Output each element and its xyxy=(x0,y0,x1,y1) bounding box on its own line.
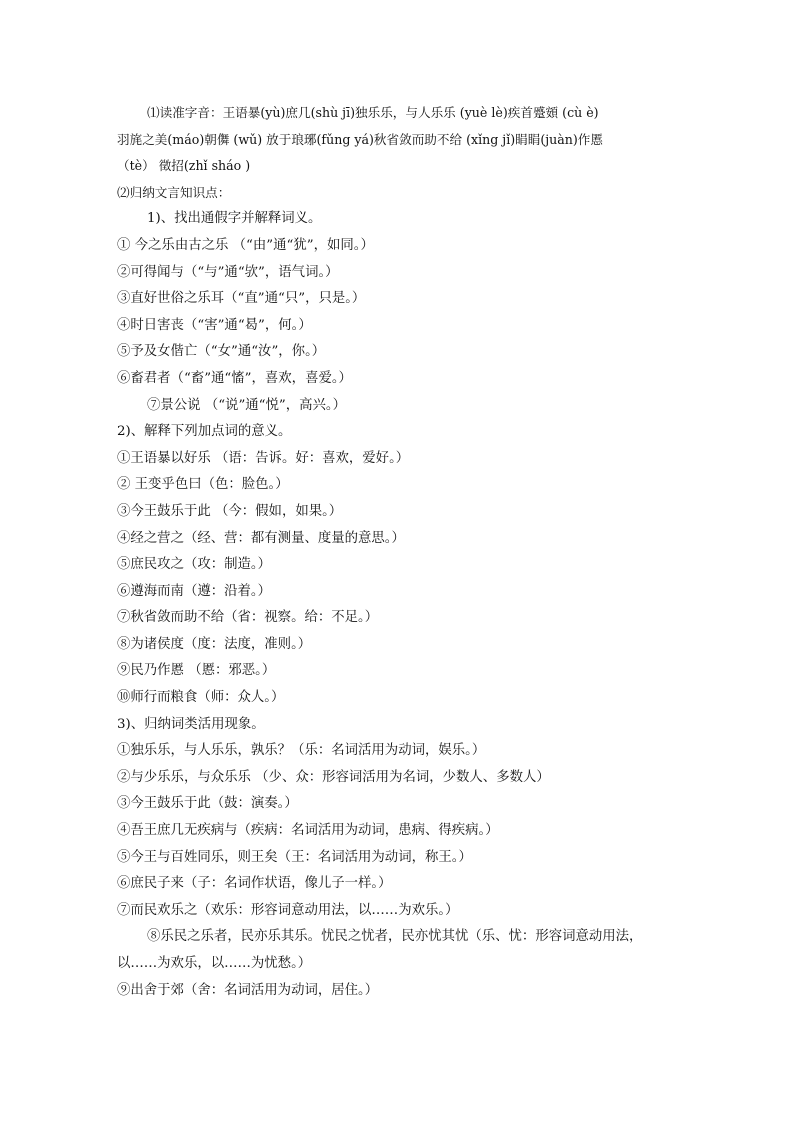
part-2-item-10: ⑩师行而粮食（师：众人。） xyxy=(117,690,285,706)
pronunciation-line-1: ⑴读准字音：王语暴(yù)庶几(shù jī)独乐乐，与人乐乐 (yuè lè)疾首蹙頞 (cù è) xyxy=(147,105,599,120)
part-3-item-7: ⑦而民欢乐之（欢乐：形容词意动用法，以……为欢乐。） xyxy=(117,902,459,918)
part-3-item-8-line-2: 以……为欢乐，以……为忧愁。） xyxy=(117,956,312,971)
part-2-item-1: ①王语暴以好乐 （语：告诉。好：喜欢，爱好。） xyxy=(117,450,410,466)
part-2-item-8: ⑧为诸侯度（度：法度，准则。） xyxy=(117,636,312,652)
part-1-item-4: ④时日害丧（“害”通“曷”，何。） xyxy=(117,317,312,333)
part-1-item-5: ⑤予及女偕亡（“女”通“汝”，你。） xyxy=(117,344,326,360)
part-2-title: 2)、解释下列加点词的意义。 xyxy=(117,424,292,440)
part-3-item-9: ⑨出舍于郊（舍：名词活用为动词，居住。） xyxy=(117,982,379,998)
part-3-item-5: ⑤今王与百姓同乐，则王矣（王：名词活用为动词，称王。） xyxy=(117,849,472,865)
part-3-item-3: ③今王鼓乐于此（鼓：演奏。） xyxy=(117,796,298,812)
part-2-item-7: ⑦秋省敛而助不给（省：视察。给：不足。） xyxy=(117,610,379,626)
part-2-item-3: ③今王鼓乐于此 （今：假如，如果。） xyxy=(117,503,343,519)
pronunciation-line-3: （tè） 徵招(zhǐ sháo ) xyxy=(117,158,251,174)
part-1-item-1: ① 今之乐由古之乐 （“由”通“犹”，如同。） xyxy=(117,237,374,253)
part-1-item-3: ③直好世俗之乐耳（“直”通“只”，只是。） xyxy=(117,291,366,307)
part-1-item-2: ②可得闻与（“与”通“欤”，语气词。） xyxy=(117,264,339,280)
part-2-item-9: ⑨民乃作慝 （慝：邪恶。） xyxy=(117,663,276,679)
pronunciation-line-2: 羽旄之美(máo)朝儛 (wǔ) 放于琅琊(fǔng yá)秋省敛而助不给 (xǐng jǐ)睊睊(juàn)作慝 xyxy=(117,131,603,147)
part-3-item-8-line-1: ⑧乐民之乐者，民亦乐其乐。忧民之忧者，民亦忧其忧（乐、忧：形容词意动用法， xyxy=(147,929,643,945)
part-1-title: 1)、找出通假字并解释词义。 xyxy=(147,211,322,227)
part-2-item-6: ⑥遵海而南（遵：沿着。） xyxy=(117,583,271,599)
section-2-title: ⑵归纳文言知识点： xyxy=(117,184,231,200)
part-2-item-2: ② 王变乎色曰（色：脸色。） xyxy=(117,477,289,493)
part-3-title: 3)、归纳词类活用现象。 xyxy=(117,716,265,732)
part-2-item-5: ⑤庶民攻之（攻：制造。） xyxy=(117,557,271,573)
part-1-item-6: ⑥畜君者（“畜”通“慉”，喜欢，喜爱。） xyxy=(117,370,352,386)
part-1-item-7: ⑦景公说 （“说”通“悦”，高兴。） xyxy=(147,397,347,413)
part-3-item-1: ①独乐乐，与人乐乐，孰乐？（乐：名词活用为动词，娱乐。） xyxy=(117,743,486,759)
part-3-item-4: ④吾王庶几无疾病与（疾病：名词活用为动词，患病、得疾病。） xyxy=(117,823,499,839)
part-2-item-4: ④经之营之（经、营：都有测量、度量的意思。） xyxy=(117,530,405,546)
part-3-item-6: ⑥庶民子来（子：名词作状语，像儿子一样。） xyxy=(117,876,392,892)
part-3-item-2: ②与少乐乐，与众乐乐 （少、众：形容词活用为名词，少数人、多数人） xyxy=(117,769,550,785)
document-content xyxy=(117,100,687,1004)
